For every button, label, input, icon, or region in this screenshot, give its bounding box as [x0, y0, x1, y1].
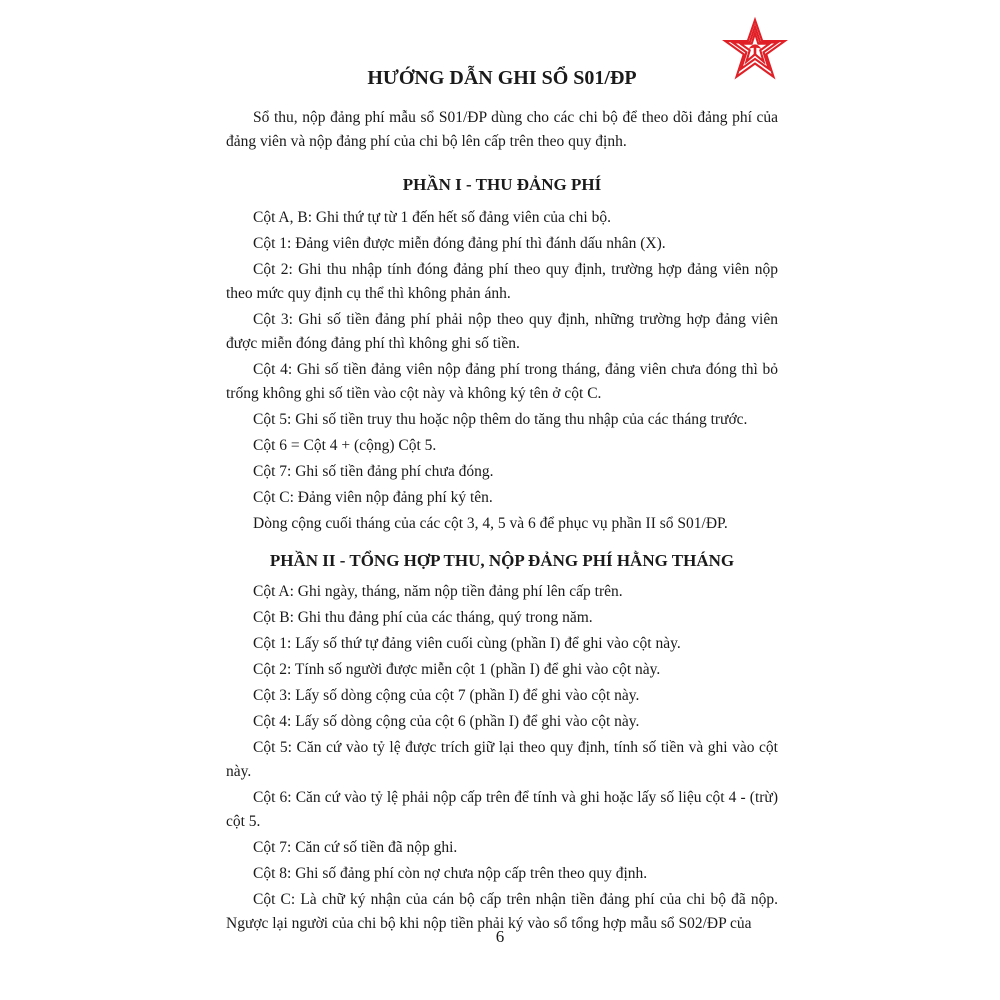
part2-paragraph: Cột A: Ghi ngày, tháng, năm nộp tiền đảng phí lên cấp trên. — [253, 583, 623, 600]
part1-paragraph: Cột A, B: Ghi thứ tự từ 1 đến hết số đảng viên của chi bộ. — [253, 209, 611, 226]
part1-paragraph: Cột 6 = Cột 4 + (cộng) Cột 5. — [253, 437, 437, 454]
part2-paragraph: Cột C: Là chữ ký nhận của cán bộ cấp trên nhận tiền đảng phí của chi bộ đã nộp. Ngược lại người của chi bộ khi nộp tiền phải ký vào sổ tổng hợp mẫu sổ S02/ĐP của — [226, 891, 778, 932]
part2-paragraph: Cột 5: Căn cứ vào tỷ lệ được trích giữ lại theo quy định, tính số tiền và ghi vào cột này. — [226, 739, 778, 780]
intro-paragraph: Sổ thu, nộp đảng phí mẫu sổ S01/ĐP dùng cho các chi bộ để theo dõi đảng phí của đảng viên và nộp đảng phí của chi bộ lên cấp trên theo quy định. — [226, 109, 778, 150]
page-title: HƯỚNG DẪN GHI SỔ S01/ĐP — [367, 67, 637, 89]
part2-paragraph: Cột 6: Căn cứ vào tỷ lệ phải nộp cấp trên để tính và ghi hoặc lấy số liệu cột 4 - (trừ) cột 5. — [226, 789, 778, 830]
section-heading-part-1: PHẦN I - THU ĐẢNG PHÍ — [402, 175, 602, 194]
part2-paragraph: Cột 3: Lấy số dòng cộng của cột 7 (phần I) để ghi vào cột này. — [253, 687, 640, 704]
part2-paragraph: Cột 8: Ghi số đảng phí còn nợ chưa nộp cấp trên theo quy định. — [253, 865, 648, 882]
page-number: 6 — [495, 927, 505, 946]
part1-paragraph: Cột 5: Ghi số tiền truy thu hoặc nộp thêm do tăng thu nhập của các tháng trước. — [253, 411, 748, 428]
part1-paragraph: Cột 2: Ghi thu nhập tính đóng đảng phí theo quy định, trường hợp đảng viên nộp theo mức quy định cụ thể thì không phản ánh. — [226, 261, 778, 302]
part2-paragraph: Cột 4: Lấy số dòng cộng của cột 6 (phần I) để ghi vào cột này. — [253, 713, 640, 730]
part1-paragraph: Cột 3: Ghi số tiền đảng phí phải nộp theo quy định, những trường hợp đảng viên được miễn đóng đảng phí thì không ghi số tiền. — [226, 311, 778, 352]
part2-paragraph: Cột 1: Lấy số thứ tự đảng viên cuối cùng (phần I) để ghi vào cột này. — [253, 635, 681, 652]
part2-paragraph: Cột B: Ghi thu đảng phí của các tháng, quý trong năm. — [253, 609, 593, 626]
part1-paragraph: Cột 7: Ghi số tiền đảng phí chưa đóng. — [253, 463, 494, 480]
part1-paragraph: Cột C: Đảng viên nộp đảng phí ký tên. — [253, 489, 493, 506]
section-heading-part-2: PHẦN II - TỔNG HỢP THU, NỘP ĐẢNG PHÍ HẰNG THÁNG — [269, 551, 735, 570]
part1-paragraph: Dòng cộng cuối tháng của các cột 3, 4, 5 và 6 để phục vụ phần II sổ S01/ĐP. — [253, 515, 728, 532]
part1-paragraph: Cột 4: Ghi số tiền đảng viên nộp đảng phí trong tháng, đảng viên chưa đóng thì bỏ trống không ghi số tiền vào cột này và không ký tên ở cột C. — [226, 361, 778, 402]
part1-paragraph: Cột 1: Đảng viên được miễn đóng đảng phí thì đánh dấu nhân (X). — [253, 235, 666, 252]
document-page — [226, 64, 778, 938]
part2-paragraph: Cột 7: Căn cứ số tiền đã nộp ghi. — [253, 839, 458, 856]
part2-paragraph: Cột 2: Tính số người được miễn cột 1 (phần I) để ghi vào cột này. — [253, 661, 661, 678]
